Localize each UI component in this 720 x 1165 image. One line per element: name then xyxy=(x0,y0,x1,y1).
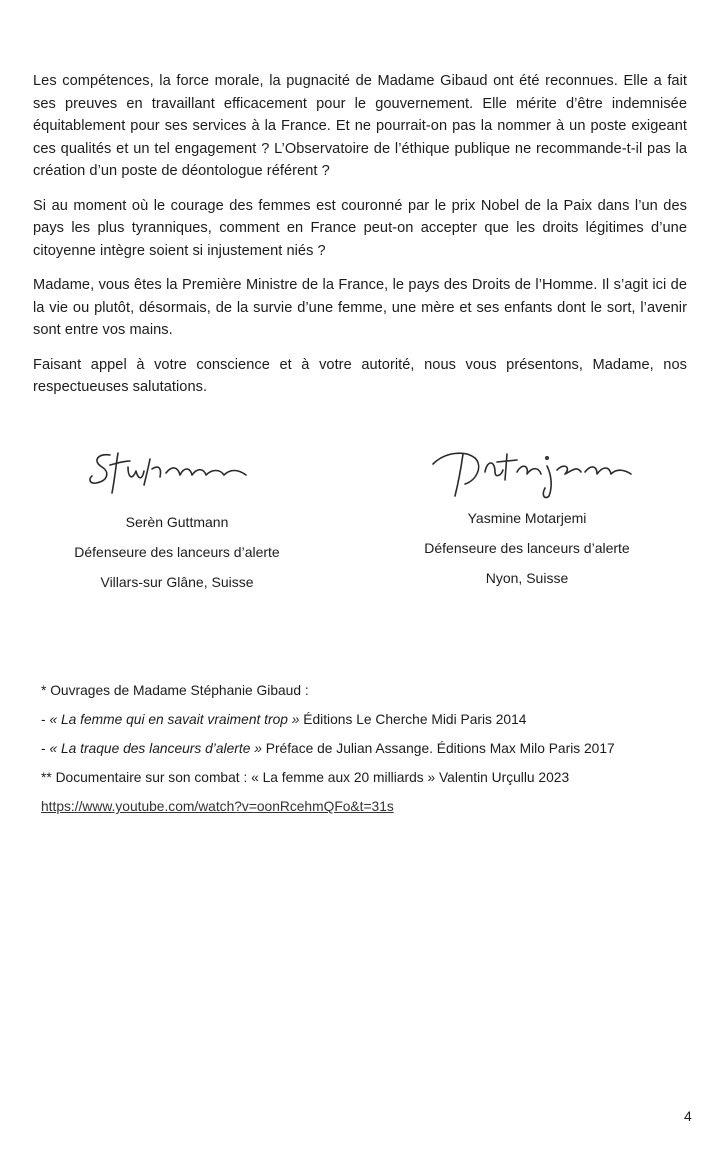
book-1-title: « La femme qui en savait vraiment trop » xyxy=(49,712,300,727)
letter-body xyxy=(33,70,687,411)
bullet-dash: - xyxy=(41,741,50,756)
signatory-motarjemi xyxy=(412,503,642,593)
signature-guttmann xyxy=(88,445,263,495)
paragraph-4: Faisant appel à votre conscience et à votre autorité, nous vous présentons, Madame, nos respectueuses salutations. xyxy=(33,356,687,395)
footnotes xyxy=(41,676,681,821)
book-1-publisher: Éditions Le Cherche Midi Paris 2014 xyxy=(299,712,527,727)
documentary-note: ** Documentaire sur son combat : « La femme aux 20 milliards » Valentin Urçullu 2023 xyxy=(41,770,570,785)
book-2-title: « La traque des lanceurs d’alerte » xyxy=(49,741,262,756)
signatory-role: Défenseure des lanceurs d’alerte xyxy=(424,540,630,556)
signatory-role: Défenseure des lanceurs d’alerte xyxy=(74,544,280,560)
signatory-name: Yasmine Motarjemi xyxy=(467,510,587,526)
paragraph-1: Les compétences, la force morale, la pugnacité de Madame Gibaud ont été reconnues. Elle a fait ses preuves en travaillant efficacement pour le gouvernement. Elle mérite d’être indemnisée équitablement pour ses services à la France. Et ne pourrait-on pas la nommer à un poste exigeant ces qualités et un tel engagement ? L’Observatoire de l’éthique publique ne recommande-t-il pas la création d’un poste de déontologue référent ? xyxy=(33,73,687,179)
paragraph-2: Si au moment où le courage des femmes est couronné par le prix Nobel de la Paix dans l’un des pays les plus tyranniques, comment en France peut-on accepter que les droits légitimes d’une citoyenne intègre soient si injustement niés ? xyxy=(33,197,687,259)
book-2-publisher: Préface de Julian Assange. Éditions Max Milo Paris 2017 xyxy=(261,741,615,756)
page-number: 4 xyxy=(684,1108,692,1124)
book-2 xyxy=(41,734,681,763)
signatory-location: Nyon, Suisse xyxy=(485,570,569,586)
book-1 xyxy=(41,705,681,734)
youtube-link[interactable]: https://www.youtube.com/watch?v=oonRcehmQFo&t=31s xyxy=(41,799,394,814)
signatory-location: Villars-sur Glâne, Suisse xyxy=(100,574,254,590)
signatory-guttmann xyxy=(62,507,292,597)
notes-heading: * Ouvrages de Madame Stéphanie Gibaud : xyxy=(41,683,309,698)
signature-motarjemi xyxy=(425,440,635,500)
signatory-name: Serèn Guttmann xyxy=(125,514,229,530)
bullet-dash: - xyxy=(41,712,50,727)
paragraph-3: Madame, vous êtes la Première Ministre de la France, le pays des Droits de l’Homme. Il s’agit ici de la vie ou plutôt, désormais, de la survie d’une femme, une mère et ses enfants dont le sort, l’avenir sont entre vos mains. xyxy=(33,277,687,338)
